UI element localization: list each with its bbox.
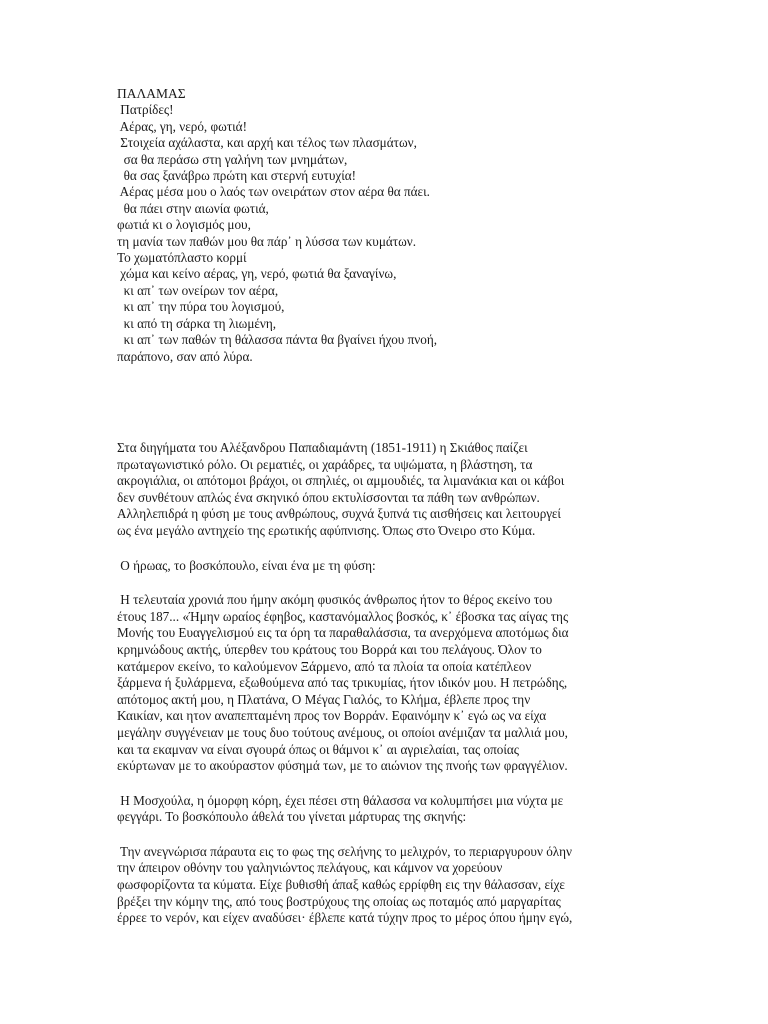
prose-block xyxy=(117,440,654,945)
paragraph-line: πρωταγωνιστικό ρόλο. Οι ρεματιές, οι χαράδρες, τα υψώματα, η βλάστηση, τα xyxy=(117,456,533,472)
hero-paragraph xyxy=(117,558,654,575)
poem-title: ΠΑΛΑΜΑΣ xyxy=(117,86,186,101)
poem-line: θα σας ξανάβρω πρώτη και στερνή ευτυχία! xyxy=(117,168,357,184)
paragraph-line: εκύρτωναν με το ακούραστον φύσημά των, με το αιώνιον της πνοής των φραγγέλιον. xyxy=(117,758,568,774)
poem-line: Αέρας, γη, νερό, φωτιά! xyxy=(117,118,247,134)
paragraph-line: και τα εκαμναν να είναι σγουρά όπως οι θάμνοι κ᾽ αι αγριελαίαι, τας οποίας xyxy=(117,741,520,757)
poem-line: φωτιά κι ο λογισμός μου, xyxy=(117,217,251,233)
paragraph-line: Την ανεγνώρισα πάραυτα εις το φως της σελήνης το μελιχρόν, το περιαργυρουν όλην xyxy=(117,843,572,859)
paragraph-line: κρημνώδους ακτής, ύπερθεν του κράτους του Βορρά και του πελάγους. Όλον το xyxy=(117,641,542,657)
quote-paragraph xyxy=(117,592,654,775)
poem-line: κι απ᾽ την πύρα του λογισμού, xyxy=(117,299,285,315)
poem-line: κι απ᾽ των ονείρων τον αέρα, xyxy=(117,282,279,298)
paragraph-line: βρέξει την κόμην της, από τους βοστρύχους της οποίας ως ποταμός από μαργαρίτας xyxy=(117,893,561,909)
paragraph-line: Η Μοσχούλα, η όμορφη κόρη, έχει πέσει στη θάλασσα να κολυμπήσει μια νύχτα με xyxy=(117,792,564,808)
poem-line: παράπονο, σαν από λύρα. xyxy=(117,348,253,364)
poem-line: Αέρας μέσα μου ο λαός των ονειράτων στον αέρα θα πάει. xyxy=(117,184,430,200)
poem-line: κι από τη σάρκα τη λιωμένη, xyxy=(117,315,277,331)
poem-line: κι απ᾽ των παθών τη θάλασσα πάντα θα βγαίνει ήχου πνοή, xyxy=(117,332,438,348)
paragraph-line: Στα διηγήματα του Αλέξανδρου Παπαδιαμάντη (1851-1911) η Σκιάθος παίζει xyxy=(117,440,528,455)
paragraph-line: ως ένα μεγάλο αντηχείο της ερωτικής αφύπνισης. Όπως στο Όνειρο στο Κύμα. xyxy=(117,522,536,538)
paragraph-line: Αλληλεπιδρά η φύση με τους ανθρώπους, συχνά ξυπνά τις αισθήσεις και λειτουργεί xyxy=(117,506,561,522)
paragraph-line: φωσφορίζοντα τα κύματα. Είχε βυθισθή άπαξ καθώς ερρίφθη εις την θάλασσαν, είχε xyxy=(117,877,565,893)
poem-line: Το χωματόπλαστο κορμί xyxy=(117,250,247,266)
poem-line: τη μανία των παθών μου θα πάρ᾽ η λύσσα των κυμάτων. xyxy=(117,233,417,249)
paragraph-line: ακρογιάλια, οι απότομοι βράχοι, οι σπηλιές, οι αμμουδιές, τα λιμανάκια και οι κάβοι xyxy=(117,473,565,489)
intro-paragraph xyxy=(117,440,654,540)
paragraph-line: Καικίαν, και ητον αναπεπταμένη προς τον Βορράν. Εφαινόμην κ᾽ εγώ ως να είχα xyxy=(117,708,547,724)
paragraph-line: Μονής του Ευαγγελισμού εις τα όρη τα παραθαλάσσια, τα ανερχόμενα αποτόμως δια xyxy=(117,625,569,641)
paragraph-line: κατάμερον εκείνο, το καλούμενον Ξάρμενο, από τα πλοία τα οποία κατέπλεον xyxy=(117,658,532,674)
paragraph-line: Ο ήρωας, το βοσκόπουλο, είναι ένα με τη φύση: xyxy=(117,557,376,573)
paragraph-line: μεγάλην συγγένειαν με τους δυο τούτους ανέμους, οι οποίοι ανέμιζαν τα μαλλιά μου, xyxy=(117,724,568,740)
poem-line: Στοιχεία αχάλαστα, και αρχή και τέλος των πλασμάτων, xyxy=(117,135,417,151)
paragraph-line: έτους 187... «Ήμην ωραίος έφηβος, καστανόμαλλος βοσκός, κ᾽ έβοσκα τας αίγας της xyxy=(117,608,569,624)
moschoula-paragraph xyxy=(117,793,654,826)
poem-line: Πατρίδες! xyxy=(117,102,174,118)
paragraph-line: έρρεε το νερόν, και είχεν αναδύσει· έβλεπε κατά τύχην προς το μέρος όπου ήμην εγώ, xyxy=(117,910,573,926)
paragraph-line: δεν συνθέτουν απλώς ένα σκηνικό όπου εκτυλίσσονται τα πάθη των ανθρώπων. xyxy=(117,489,540,505)
paragraph-line: Η τελευταία χρονιά που ήμην ακόμη φυσικός άνθρωπος ήτον το θέρος εκείνο του xyxy=(117,592,553,608)
poem-line: σα θα περάσω στη γαλήνη των μνημάτων, xyxy=(117,151,348,167)
poem-line: θα πάει στην αιωνία φωτιά, xyxy=(117,200,269,216)
paragraph-line: την άπειρον οθόνην του γαληνιώντος πελάγους, και κάμνον να χορεύουν xyxy=(117,860,503,876)
paragraph-line: ξάρμενα ή ξυλάρμενα, εξωθούμενα από τας τρικυμίας, ήτον ιδικόν μου. Η πετρώδης, xyxy=(117,675,568,691)
paragraph-line: απότομος ακτή μου, η Πλατάνα, Ο Μέγας Γιαλός, το Κλήμα, έβλεπε προς την xyxy=(117,691,531,707)
poem-line: χώμα και κείνο αέρας, γη, νερό, φωτιά θα ξαναγίνω, xyxy=(117,266,397,282)
paragraph-line: φεγγάρι. Το βοσκόπουλο άθελά του γίνεται μάρτυρας της σκηνής: xyxy=(117,809,467,825)
quote-paragraph xyxy=(117,844,654,927)
poem-block xyxy=(117,86,657,365)
